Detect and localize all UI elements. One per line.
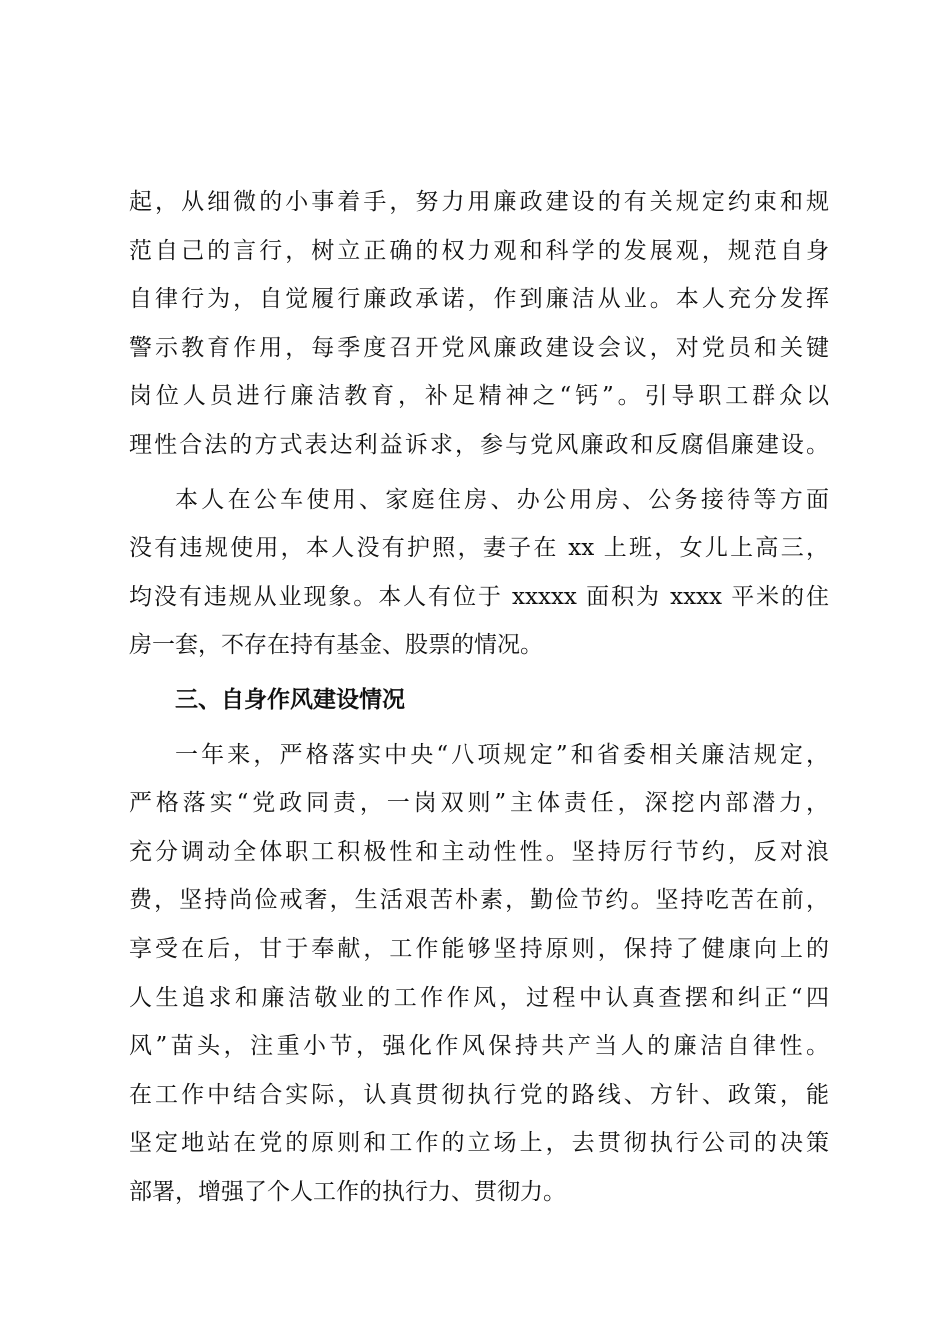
- text-line: 没有违规使用，本人没有护照，妻子在 xx 上班，女儿上高三，: [129, 535, 829, 562]
- text-line: 房一套，不存在持有基金、股票的情况。: [129, 632, 543, 659]
- paragraph-personal-assets: [129, 476, 829, 670]
- text-line: 均没有违规从业现象。本人有位于 xxxxx 面积为 xxxx 平米的住: [129, 583, 829, 610]
- text-line: 部署，增强了个人工作的执行力、贯彻力。: [129, 1178, 566, 1205]
- text-line: 人生追求和廉洁敬业的工作作风，过程中认真查摆和纠正“四: [129, 984, 829, 1011]
- section-heading: 三、自身作风建设情况: [175, 686, 405, 713]
- text-line: 坚定地站在党的原则和工作的立场上，去贯彻执行公司的决策: [129, 1130, 829, 1157]
- text-line: 充分调动全体职工积极性和主动性性。坚持厉行节约，反对浪: [129, 838, 829, 865]
- text-line: 严格落实“党政同责，一岗双则”主体责任，深挖内部潜力，: [129, 790, 829, 817]
- text-line: 岗位人员进行廉洁教育，补足精神之“钙”。引导职工群众以: [129, 383, 829, 410]
- text-line: 风”苗头，注重小节，强化作风保持共产当人的廉洁自律性。: [129, 1033, 829, 1060]
- text-line: 起，从细微的小事着手，努力用廉政建设的有关规定约束和规: [129, 189, 829, 215]
- text-line: 警示教育作用，每季度召开党风廉政建设会议，对党员和关键: [129, 334, 829, 361]
- text-line: 范自己的言行，树立正确的权力观和科学的发展观，规范自身: [129, 237, 829, 264]
- text-line: 本人在公车使用、家庭住房、办公用房、公务接待等方面: [175, 486, 829, 513]
- text-line: 费，坚持尚俭戒奢，生活艰苦朴素，勤俭节约。坚持吃苦在前，: [129, 887, 829, 914]
- text-line: 在工作中结合实际，认真贯彻执行党的路线、方针、政策，能: [129, 1081, 829, 1108]
- paragraph-integrity-conduct: [129, 178, 829, 470]
- document-body: [129, 178, 829, 1216]
- paragraph-work-style: [129, 731, 829, 1217]
- text-line: 享受在后，甘于奉献，工作能够坚持原则，保持了健康向上的: [129, 935, 829, 962]
- text-line: 理性合法的方式表达利益诉求，参与党风廉政和反腐倡廉建设。: [129, 431, 829, 458]
- text-line: 自律行为，自觉履行廉政承诺，作到廉洁从业。本人充分发挥: [129, 286, 829, 313]
- text-line: 一年来，严格落实中央“八项规定”和省委相关廉洁规定，: [175, 741, 829, 768]
